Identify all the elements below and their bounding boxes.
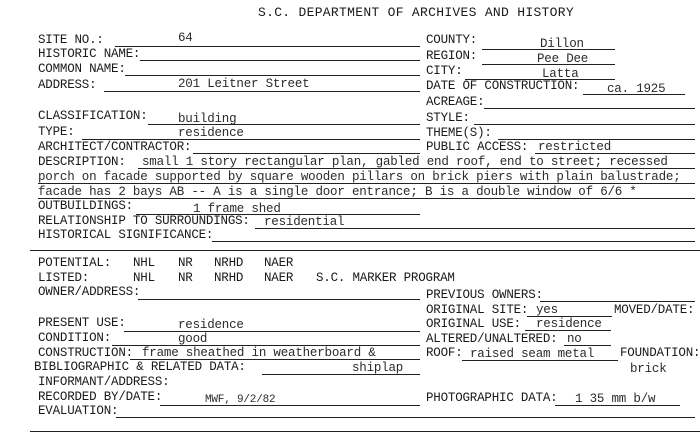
outbuildings-value: 1 frame shed <box>193 202 281 216</box>
photo-value: 1 35 mm b/w <box>575 392 656 406</box>
roof-value: raised seam metal <box>470 347 595 361</box>
description-line-3: facade has 2 bays AB -- A is a single door entrance; B is a double window of 6/6 * <box>38 185 637 199</box>
city-value: Latta <box>542 67 579 81</box>
construction-label: CONSTRUCTION: <box>38 346 133 360</box>
address-line <box>104 91 420 92</box>
photo-label: PHOTOGRAPHIC DATA: <box>426 391 558 405</box>
listed-nhl: NHL <box>133 271 155 285</box>
description-rule-3 <box>38 198 695 199</box>
original-use-label: ORIGINAL USE: <box>426 317 521 331</box>
listed-nrhd: NRHD <box>214 271 244 285</box>
foundation-label: FOUNDATION: <box>620 346 700 360</box>
potential-nr: NR <box>178 256 193 270</box>
altered-label: ALTERED/UNALTERED: <box>426 332 558 346</box>
bibliography-label: BIBLIOGRAPHIC & RELATED DATA: <box>34 360 246 374</box>
potential-nrhd: NRHD <box>214 256 244 270</box>
form-title: S.C. DEPARTMENT OF ARCHIVES AND HISTORY <box>258 5 574 20</box>
county-value: Dillon <box>540 37 584 51</box>
construction-value: frame sheathed in weatherboard & <box>142 346 376 360</box>
description-rule-1 <box>138 168 695 169</box>
listed-naer: NAER <box>264 271 294 285</box>
condition-label: CONDITION: <box>38 331 112 345</box>
moved-date-label: MOVED/DATE: <box>614 303 695 317</box>
roof-line <box>462 360 618 361</box>
listed-nr: NR <box>178 271 193 285</box>
region-label: REGION: <box>426 49 478 63</box>
description-rule-2 <box>38 183 695 184</box>
potential-naer: NAER <box>264 256 294 270</box>
present-use-line <box>124 331 420 332</box>
description-line-2: porch on facade supported by square wooden pillars on brick piers with plain balustrade; <box>38 170 681 184</box>
recorded-value: MWF, 9/2/82 <box>205 394 276 406</box>
construction-date-label: DATE OF CONSTRUCTION: <box>426 79 580 93</box>
owner-line <box>138 299 420 300</box>
acreage-line <box>484 108 695 109</box>
acreage-label: ACREAGE: <box>426 95 485 109</box>
common-name-line <box>125 75 420 76</box>
theme-label: THEME(S): <box>426 126 492 140</box>
relationship-label: RELATIONSHIP TO SURROUNDINGS: <box>38 214 250 228</box>
evaluation-line <box>116 417 695 418</box>
section-divider-bottom <box>30 431 700 432</box>
region-value: Pee Dee <box>537 52 589 66</box>
city-label: CITY: <box>426 64 463 78</box>
description-label: DESCRIPTION: <box>38 155 126 169</box>
condition-value: good <box>178 332 208 346</box>
original-site-label: ORIGINAL SITE: <box>426 303 529 317</box>
architect-label: ARCHITECT/CONTRACTOR: <box>38 140 192 154</box>
architect-line <box>193 153 420 154</box>
altered-value: no <box>567 332 582 346</box>
significance-label: HISTORICAL SIGNIFICANCE: <box>38 228 214 242</box>
public-access-line <box>535 153 695 154</box>
historic-name-line <box>140 60 420 61</box>
county-label: COUNTY: <box>426 33 478 47</box>
classification-line <box>148 124 420 125</box>
classification-value: building <box>178 112 237 126</box>
type-label: TYPE: <box>38 125 75 139</box>
recorded-line <box>160 405 420 406</box>
recorded-label: RECORDED BY/DATE: <box>38 390 163 404</box>
address-value: 201 Leitner Street <box>178 77 310 91</box>
potential-label: POTENTIAL: <box>38 256 112 270</box>
previous-owners-line <box>540 301 695 302</box>
description-line-1: small 1 story rectangular plan, gabled end roof, end to street; recessed <box>142 155 668 169</box>
altered-line <box>564 345 611 346</box>
original-site-value: yes <box>536 303 558 317</box>
construction-date-line <box>583 94 685 95</box>
roof-label: ROOF: <box>426 346 463 360</box>
owner-label: OWNER/ADDRESS: <box>38 285 141 299</box>
potential-nhl: NHL <box>133 256 155 270</box>
original-use-value: residence <box>536 317 602 331</box>
address-label: ADDRESS: <box>38 78 97 92</box>
present-use-value: residence <box>178 318 244 332</box>
significance-line <box>212 241 695 242</box>
region-line <box>482 64 615 65</box>
section-divider-1 <box>30 250 700 251</box>
listed-label: LISTED: <box>38 271 90 285</box>
informant-label: INFORMANT/ADDRESS: <box>38 375 170 389</box>
present-use-label: PRESENT USE: <box>38 316 126 330</box>
outbuildings-label: OUTBUILDINGS: <box>38 199 133 213</box>
county-line <box>482 49 615 50</box>
public-access-label: PUBLIC ACCESS: <box>426 140 529 154</box>
relationship-line <box>255 228 695 229</box>
photo-line <box>555 405 680 406</box>
public-access-value: restricted <box>538 140 612 154</box>
marker-program: S.C. MARKER PROGRAM <box>316 271 455 285</box>
classification-label: CLASSIFICATION: <box>38 109 148 123</box>
bibliography-line <box>262 374 420 375</box>
foundation-value: brick <box>630 362 667 376</box>
site-no-value: 64 <box>178 31 193 45</box>
evaluation-label: EVALUATION: <box>38 404 119 418</box>
type-value: residence <box>178 126 244 140</box>
style-line <box>474 124 695 125</box>
relationship-value: residential <box>264 215 345 229</box>
construction-value-cont: shiplap <box>352 361 404 375</box>
original-use-line <box>525 330 611 331</box>
common-name-label: COMMON NAME: <box>38 62 126 76</box>
previous-owners-label: PREVIOUS OWNERS: <box>426 288 543 302</box>
construction-date-value: ca. 1925 <box>607 82 666 96</box>
site-no-label: SITE NO.: <box>38 33 104 47</box>
style-label: STYLE: <box>426 111 470 125</box>
site-no-line <box>115 46 420 47</box>
historic-name-label: HISTORIC NAME: <box>38 47 141 61</box>
